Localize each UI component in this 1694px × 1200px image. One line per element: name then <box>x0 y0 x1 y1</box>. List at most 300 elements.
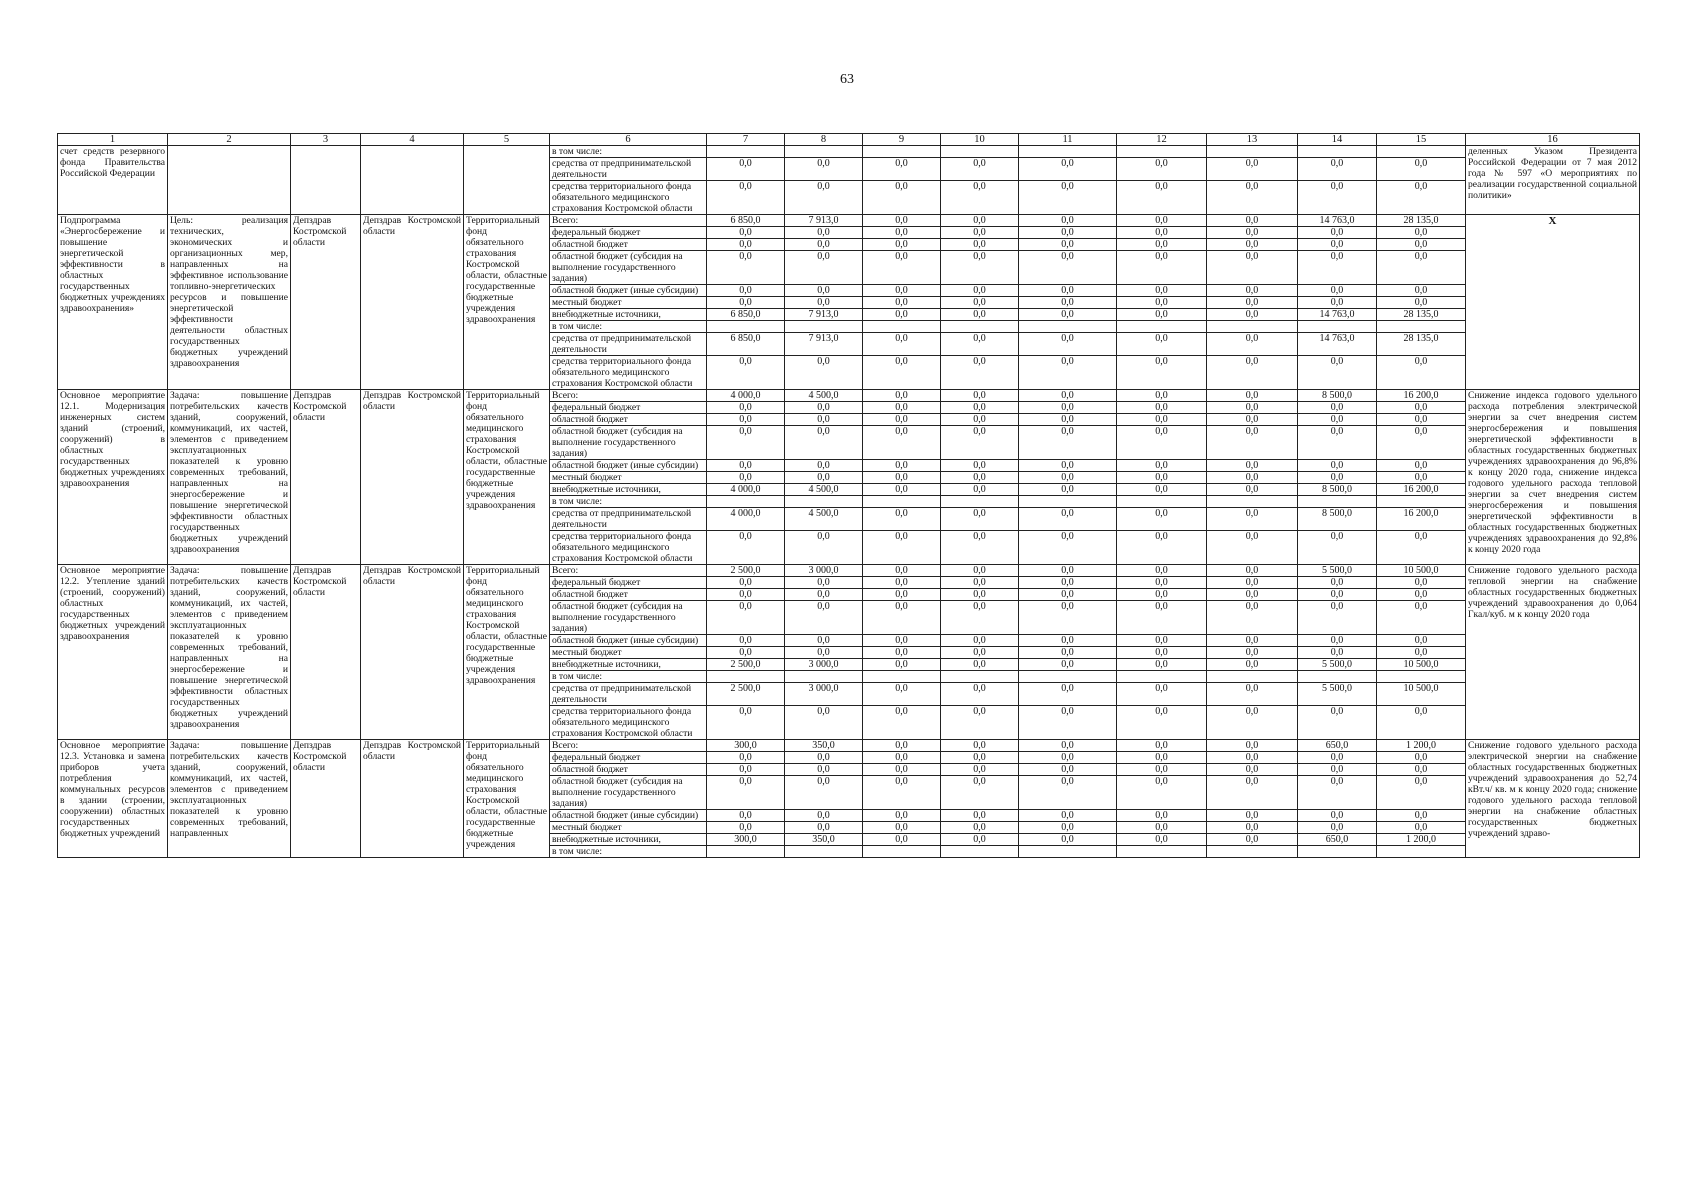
amount-cell: 0,0 <box>1117 810 1207 822</box>
amount-cell: 0,0 <box>785 764 863 776</box>
amount-cell: 0,0 <box>1019 472 1117 484</box>
funding-source: в том числе: <box>550 321 707 333</box>
amount-cell: 300,0 <box>707 740 785 752</box>
funding-source: Всего: <box>550 215 707 227</box>
amount-cell: 10 500,0 <box>1377 683 1466 706</box>
amount-cell <box>1298 846 1377 858</box>
amount-cell: 0,0 <box>1117 531 1207 565</box>
funding-source: местный бюджет <box>550 822 707 834</box>
amount-cell: 0,0 <box>941 565 1019 577</box>
amount-cell: 0,0 <box>941 834 1019 846</box>
amount-cell: 4 500,0 <box>785 484 863 496</box>
funding-source: средства территориального фонда обязательного медицинского страхования Костромской области <box>550 531 707 565</box>
amount-cell: 0,0 <box>941 706 1019 740</box>
amount-cell: 0,0 <box>1019 764 1117 776</box>
column-header: 5 <box>464 134 550 146</box>
amount-cell: 0,0 <box>941 297 1019 309</box>
amount-cell <box>941 846 1019 858</box>
funding-source: федеральный бюджет <box>550 577 707 589</box>
block-result: Снижение годового удельного расхода тепловой энергии на снабжение областных государственных бюджетных учреждений здравоохранения до 0,064 Гкал/куб. м к концу 2020 года <box>1466 565 1640 740</box>
amount-cell: 0,0 <box>1019 601 1117 635</box>
amount-cell: 0,0 <box>707 239 785 251</box>
amount-cell: 0,0 <box>1377 810 1466 822</box>
amount-cell: 0,0 <box>1377 822 1466 834</box>
amount-cell: 0,0 <box>1207 810 1298 822</box>
amount-cell: 4 500,0 <box>785 390 863 402</box>
amount-cell <box>1117 496 1207 508</box>
amount-cell: 0,0 <box>941 531 1019 565</box>
amount-cell: 0,0 <box>785 414 863 426</box>
table-row <box>58 215 1640 227</box>
block-col1: Основное мероприятие 12.3. Установка и замена приборов учета потребления коммунальных ресурсов в здании (строении, сооружении) областных государственных бюджетных учреждений <box>58 740 168 858</box>
amount-cell: 0,0 <box>1207 402 1298 414</box>
block-col3: Депздрав Костромской области <box>291 215 361 390</box>
amount-cell: 3 000,0 <box>785 659 863 671</box>
amount-cell: 0,0 <box>1117 227 1207 239</box>
amount-cell: 0,0 <box>1298 414 1377 426</box>
amount-cell <box>1377 321 1466 333</box>
amount-cell: 0,0 <box>1207 531 1298 565</box>
amount-cell: 0,0 <box>785 239 863 251</box>
amount-cell: 0,0 <box>1117 635 1207 647</box>
amount-cell: 0,0 <box>1117 239 1207 251</box>
amount-cell: 0,0 <box>941 215 1019 227</box>
amount-cell: 0,0 <box>707 414 785 426</box>
amount-cell: 14 763,0 <box>1298 309 1377 321</box>
amount-cell <box>707 496 785 508</box>
funding-source: средства территориального фонда обязательного медицинского страхования Костромской области <box>550 706 707 740</box>
amount-cell: 0,0 <box>1117 333 1207 356</box>
amount-cell: 0,0 <box>941 589 1019 601</box>
amount-cell: 0,0 <box>1298 822 1377 834</box>
amount-cell: 0,0 <box>1019 285 1117 297</box>
amount-cell: 0,0 <box>863 390 941 402</box>
amount-cell: 0,0 <box>785 647 863 659</box>
amount-cell <box>785 671 863 683</box>
amount-cell: 0,0 <box>707 356 785 390</box>
amount-cell: 0,0 <box>1117 565 1207 577</box>
amount-cell: 28 135,0 <box>1377 215 1466 227</box>
amount-cell: 0,0 <box>863 251 941 285</box>
amount-cell: 6 850,0 <box>707 215 785 227</box>
amount-cell: 0,0 <box>941 426 1019 460</box>
amount-cell: 350,0 <box>785 834 863 846</box>
amount-cell: 0,0 <box>863 285 941 297</box>
amount-cell: 0,0 <box>1117 601 1207 635</box>
block-col3: Депздрав Костромской области <box>291 565 361 740</box>
block-col1: Подпрограмма «Энергосбережение и повышение энергетической эффективности в областных государственных бюджетных учреждениях здравоохранения» <box>58 215 168 390</box>
amount-cell: 0,0 <box>1019 752 1117 764</box>
amount-cell: 0,0 <box>1377 402 1466 414</box>
amount-cell: 0,0 <box>785 706 863 740</box>
amount-cell <box>1207 496 1298 508</box>
amount-cell: 0,0 <box>1019 706 1117 740</box>
amount-cell: 0,0 <box>707 531 785 565</box>
amount-cell: 0,0 <box>1117 426 1207 460</box>
amount-cell: 0,0 <box>1207 565 1298 577</box>
amount-cell: 0,0 <box>1207 764 1298 776</box>
funding-source: в том числе: <box>550 671 707 683</box>
amount-cell: 0,0 <box>863 577 941 589</box>
funding-source: областной бюджет <box>550 764 707 776</box>
funding-source: в том числе: <box>550 146 707 158</box>
amount-cell: 0,0 <box>941 822 1019 834</box>
amount-cell: 0,0 <box>863 426 941 460</box>
funding-source: средства от предпринимательской деятельности <box>550 683 707 706</box>
block-result: Снижение годового удельного расхода электрической энергии на снабжение областных государственных бюджетных учреждений здравоохранения до 52,74 кВт.ч/ кв. м к концу 2020 года; снижение годового удельного расхода тепловой энергии на снабжение областных государственных бюджетных учреждений здраво- <box>1466 740 1640 858</box>
amount-cell: 0,0 <box>1207 297 1298 309</box>
funding-source: областной бюджет (субсидия на выполнение государственного задания) <box>550 776 707 810</box>
amount-cell: 0,0 <box>1377 776 1466 810</box>
amount-cell: 0,0 <box>1207 390 1298 402</box>
amount-cell: 0,0 <box>1019 683 1117 706</box>
amount-cell: 0,0 <box>863 647 941 659</box>
amount-cell: 6 850,0 <box>707 309 785 321</box>
funding-source: областной бюджет (иные субсидии) <box>550 635 707 647</box>
amount-cell: 300,0 <box>707 834 785 846</box>
amount-cell: 0,0 <box>785 577 863 589</box>
amount-cell: 0,0 <box>1377 589 1466 601</box>
amount-cell: 0,0 <box>1117 297 1207 309</box>
amount-cell: 5 500,0 <box>1298 683 1377 706</box>
amount-cell: 0,0 <box>1377 752 1466 764</box>
amount-cell: 0,0 <box>863 822 941 834</box>
funding-source: местный бюджет <box>550 472 707 484</box>
amount-cell: 0,0 <box>1207 251 1298 285</box>
amount-cell: 0,0 <box>863 414 941 426</box>
amount-cell: 0,0 <box>1298 426 1377 460</box>
amount-cell: 4 000,0 <box>707 390 785 402</box>
amount-cell: 1 200,0 <box>1377 834 1466 846</box>
amount-cell: 0,0 <box>785 426 863 460</box>
amount-cell: 0,0 <box>1207 356 1298 390</box>
funding-source: областной бюджет <box>550 589 707 601</box>
amount-cell: 0,0 <box>1019 589 1117 601</box>
amount-cell: 0,0 <box>785 460 863 472</box>
amount-cell <box>1019 846 1117 858</box>
amount-cell: 0,0 <box>1298 402 1377 414</box>
amount-cell: 0,0 <box>863 776 941 810</box>
amount-cell: 2 500,0 <box>707 683 785 706</box>
funding-source: внебюджетные источники, <box>550 659 707 671</box>
funding-source: Всего: <box>550 740 707 752</box>
funding-source: областной бюджет (субсидия на выполнение государственного задания) <box>550 251 707 285</box>
funding-source: в том числе: <box>550 496 707 508</box>
amount-cell: 0,0 <box>1377 601 1466 635</box>
amount-cell: 0,0 <box>941 740 1019 752</box>
block-col2 <box>168 146 291 215</box>
funding-source: областной бюджет (субсидия на выполнение государственного задания) <box>550 426 707 460</box>
amount-cell: 7 913,0 <box>785 333 863 356</box>
funding-source: областной бюджет <box>550 414 707 426</box>
amount-cell: 0,0 <box>1377 227 1466 239</box>
amount-cell: 0,0 <box>707 752 785 764</box>
amount-cell: 0,0 <box>1377 239 1466 251</box>
amount-cell: 0,0 <box>941 181 1019 215</box>
amount-cell: 0,0 <box>1207 834 1298 846</box>
amount-cell: 0,0 <box>863 181 941 215</box>
amount-cell: 0,0 <box>1298 239 1377 251</box>
amount-cell: 0,0 <box>941 472 1019 484</box>
amount-cell: 0,0 <box>1019 565 1117 577</box>
amount-cell: 650,0 <box>1298 740 1377 752</box>
funding-source: внебюджетные источники, <box>550 484 707 496</box>
amount-cell: 0,0 <box>1019 227 1117 239</box>
block-col4: Депздрав Костромской области <box>361 565 464 740</box>
amount-cell: 0,0 <box>1377 356 1466 390</box>
amount-cell: 0,0 <box>1207 414 1298 426</box>
amount-cell: 0,0 <box>863 297 941 309</box>
amount-cell: 0,0 <box>1207 239 1298 251</box>
amount-cell: 0,0 <box>1117 834 1207 846</box>
amount-cell: 0,0 <box>785 158 863 181</box>
amount-cell: 0,0 <box>1019 390 1117 402</box>
block-col1: Основное мероприятие 12.1. Модернизация инженерных систем зданий (строений, сооружений) в областных государственных бюджетных учреждениях здравоохранения <box>58 390 168 565</box>
amount-cell: 0,0 <box>1298 577 1377 589</box>
amount-cell: 0,0 <box>1019 834 1117 846</box>
amount-cell: 0,0 <box>1377 635 1466 647</box>
block-col5: Территориальный фонд обязательного медицинского страхования Костромской области, областные государственные бюджетные учреждения <box>464 740 550 858</box>
amount-cell: 0,0 <box>1019 414 1117 426</box>
amount-cell: 0,0 <box>1377 472 1466 484</box>
amount-cell: 0,0 <box>1117 309 1207 321</box>
amount-cell: 0,0 <box>1117 508 1207 531</box>
amount-cell: 0,0 <box>863 356 941 390</box>
amount-cell: 0,0 <box>785 635 863 647</box>
column-header: 16 <box>1466 134 1640 146</box>
amount-cell: 0,0 <box>707 227 785 239</box>
amount-cell: 0,0 <box>1117 402 1207 414</box>
funding-source: областной бюджет (иные субсидии) <box>550 460 707 472</box>
amount-cell: 0,0 <box>941 776 1019 810</box>
block-result: X <box>1466 215 1640 390</box>
amount-cell <box>785 846 863 858</box>
amount-cell: 0,0 <box>1019 181 1117 215</box>
amount-cell: 0,0 <box>1298 227 1377 239</box>
amount-cell: 0,0 <box>1298 251 1377 285</box>
column-header: 14 <box>1298 134 1377 146</box>
amount-cell: 0,0 <box>707 706 785 740</box>
amount-cell: 0,0 <box>1207 181 1298 215</box>
amount-cell: 0,0 <box>1019 215 1117 227</box>
amount-cell: 14 763,0 <box>1298 215 1377 227</box>
amount-cell <box>1377 846 1466 858</box>
amount-cell: 0,0 <box>1117 251 1207 285</box>
amount-cell: 0,0 <box>1207 635 1298 647</box>
amount-cell <box>1207 146 1298 158</box>
amount-cell: 3 000,0 <box>785 565 863 577</box>
amount-cell: 0,0 <box>1377 647 1466 659</box>
amount-cell: 0,0 <box>863 740 941 752</box>
funding-source: областной бюджет (иные субсидии) <box>550 810 707 822</box>
amount-cell: 0,0 <box>1207 776 1298 810</box>
amount-cell: 0,0 <box>1298 776 1377 810</box>
amount-cell: 16 200,0 <box>1377 484 1466 496</box>
amount-cell: 0,0 <box>707 764 785 776</box>
funding-source: областной бюджет (иные субсидии) <box>550 285 707 297</box>
amount-cell: 0,0 <box>1117 158 1207 181</box>
amount-cell: 0,0 <box>707 472 785 484</box>
amount-cell: 0,0 <box>941 635 1019 647</box>
amount-cell: 0,0 <box>1117 414 1207 426</box>
amount-cell: 0,0 <box>941 601 1019 635</box>
column-header: 3 <box>291 134 361 146</box>
amount-cell: 0,0 <box>1298 647 1377 659</box>
amount-cell: 0,0 <box>1377 297 1466 309</box>
amount-cell <box>1117 146 1207 158</box>
amount-cell: 0,0 <box>1117 472 1207 484</box>
amount-cell: 0,0 <box>1019 158 1117 181</box>
amount-cell: 0,0 <box>1019 822 1117 834</box>
block-col4: Депздрав Костромской области <box>361 740 464 858</box>
amount-cell <box>1019 496 1117 508</box>
amount-cell: 0,0 <box>707 635 785 647</box>
amount-cell: 0,0 <box>863 683 941 706</box>
amount-cell: 0,0 <box>707 181 785 215</box>
amount-cell: 0,0 <box>1019 297 1117 309</box>
amount-cell: 0,0 <box>1019 460 1117 472</box>
amount-cell: 0,0 <box>1207 589 1298 601</box>
amount-cell: 0,0 <box>1019 740 1117 752</box>
amount-cell: 0,0 <box>1019 239 1117 251</box>
amount-cell: 0,0 <box>941 810 1019 822</box>
funding-source: средства территориального фонда обязательного медицинского страхования Костромской области <box>550 356 707 390</box>
amount-cell: 0,0 <box>941 460 1019 472</box>
amount-cell: 0,0 <box>941 251 1019 285</box>
column-header: 2 <box>168 134 291 146</box>
amount-cell <box>941 671 1019 683</box>
amount-cell <box>1207 846 1298 858</box>
block-col1: счет средств резервного фонда Правительства Российской Федерации <box>58 146 168 215</box>
amount-cell: 2 500,0 <box>707 659 785 671</box>
amount-cell: 0,0 <box>1207 333 1298 356</box>
amount-cell: 0,0 <box>1377 426 1466 460</box>
amount-cell <box>863 671 941 683</box>
amount-cell <box>1207 671 1298 683</box>
amount-cell: 0,0 <box>785 181 863 215</box>
amount-cell: 0,0 <box>1298 601 1377 635</box>
amount-cell: 0,0 <box>1298 706 1377 740</box>
amount-cell: 0,0 <box>707 822 785 834</box>
amount-cell: 0,0 <box>1207 158 1298 181</box>
amount-cell: 0,0 <box>707 158 785 181</box>
amount-cell: 0,0 <box>1377 285 1466 297</box>
block-col5 <box>464 146 550 215</box>
amount-cell: 0,0 <box>941 309 1019 321</box>
amount-cell: 0,0 <box>941 577 1019 589</box>
column-header: 15 <box>1377 134 1466 146</box>
amount-cell: 0,0 <box>707 460 785 472</box>
amount-cell: 16 200,0 <box>1377 508 1466 531</box>
amount-cell: 0,0 <box>863 706 941 740</box>
amount-cell <box>707 321 785 333</box>
amount-cell: 0,0 <box>1377 706 1466 740</box>
amount-cell: 0,0 <box>1207 601 1298 635</box>
amount-cell: 0,0 <box>1019 531 1117 565</box>
amount-cell: 0,0 <box>941 390 1019 402</box>
amount-cell <box>1377 496 1466 508</box>
amount-cell <box>863 846 941 858</box>
column-header: 8 <box>785 134 863 146</box>
amount-cell: 0,0 <box>1298 752 1377 764</box>
amount-cell: 0,0 <box>707 647 785 659</box>
amount-cell <box>1019 146 1117 158</box>
amount-cell: 0,0 <box>1019 810 1117 822</box>
column-header: 6 <box>550 134 707 146</box>
amount-cell: 0,0 <box>1019 647 1117 659</box>
block-col5: Территориальный фонд обязательного медицинского страхования Костромской области, областные государственные бюджетные учреждения здравоохранения <box>464 565 550 740</box>
amount-cell: 0,0 <box>1117 460 1207 472</box>
amount-cell: 0,0 <box>1207 484 1298 496</box>
block-col4: Депздрав Костромской области <box>361 390 464 565</box>
amount-cell: 0,0 <box>941 402 1019 414</box>
amount-cell: 8 500,0 <box>1298 390 1377 402</box>
amount-cell: 0,0 <box>1117 822 1207 834</box>
header-row <box>58 134 1640 146</box>
amount-cell: 0,0 <box>1377 531 1466 565</box>
amount-cell: 0,0 <box>863 472 941 484</box>
block-col4: Депздрав Костромской области <box>361 215 464 390</box>
amount-cell: 0,0 <box>863 309 941 321</box>
amount-cell: 0,0 <box>1117 215 1207 227</box>
amount-cell: 0,0 <box>1207 577 1298 589</box>
amount-cell: 0,0 <box>785 776 863 810</box>
amount-cell: 0,0 <box>785 752 863 764</box>
amount-cell: 3 000,0 <box>785 683 863 706</box>
amount-cell <box>785 321 863 333</box>
amount-cell: 0,0 <box>863 508 941 531</box>
amount-cell: 0,0 <box>1377 181 1466 215</box>
block-col4 <box>361 146 464 215</box>
amount-cell: 0,0 <box>1019 426 1117 460</box>
amount-cell: 0,0 <box>1117 589 1207 601</box>
amount-cell: 0,0 <box>863 752 941 764</box>
amount-cell: 0,0 <box>785 601 863 635</box>
amount-cell: 0,0 <box>941 659 1019 671</box>
block-col2: Задача: повышение потребительских качеств зданий, сооружений, коммуникаций, их частей, элементов с приведением эксплуатационных показателей к уровню современных требований, направленных на энергосбережение и повышение энергетической эффективности областных государственных бюджетных учреждений здравоохранения <box>168 390 291 565</box>
amount-cell: 0,0 <box>941 508 1019 531</box>
amount-cell: 0,0 <box>1377 251 1466 285</box>
amount-cell: 0,0 <box>863 601 941 635</box>
amount-cell: 0,0 <box>1298 764 1377 776</box>
amount-cell: 0,0 <box>1117 683 1207 706</box>
amount-cell: 0,0 <box>785 402 863 414</box>
amount-cell: 0,0 <box>863 333 941 356</box>
amount-cell: 0,0 <box>941 752 1019 764</box>
amount-cell: 0,0 <box>707 577 785 589</box>
amount-cell <box>863 146 941 158</box>
amount-cell: 0,0 <box>785 531 863 565</box>
amount-cell: 0,0 <box>707 810 785 822</box>
amount-cell: 0,0 <box>1019 776 1117 810</box>
amount-cell: 10 500,0 <box>1377 565 1466 577</box>
amount-cell: 0,0 <box>941 484 1019 496</box>
funding-source: в том числе: <box>550 846 707 858</box>
amount-cell: 0,0 <box>1117 390 1207 402</box>
funding-source: областной бюджет <box>550 239 707 251</box>
page-number: 63 <box>840 72 854 87</box>
funding-source: внебюджетные источники, <box>550 309 707 321</box>
program-table <box>57 133 1640 858</box>
amount-cell: 0,0 <box>1377 577 1466 589</box>
column-header: 7 <box>707 134 785 146</box>
block-col5: Территориальный фонд обязательного страхования Костромской области, областные государственные бюджетные учреждения здравоохранения <box>464 215 550 390</box>
amount-cell: 0,0 <box>1207 683 1298 706</box>
amount-cell: 0,0 <box>1019 508 1117 531</box>
amount-cell: 2 500,0 <box>707 565 785 577</box>
funding-source: областной бюджет (субсидия на выполнение государственного задания) <box>550 601 707 635</box>
amount-cell: 0,0 <box>863 460 941 472</box>
